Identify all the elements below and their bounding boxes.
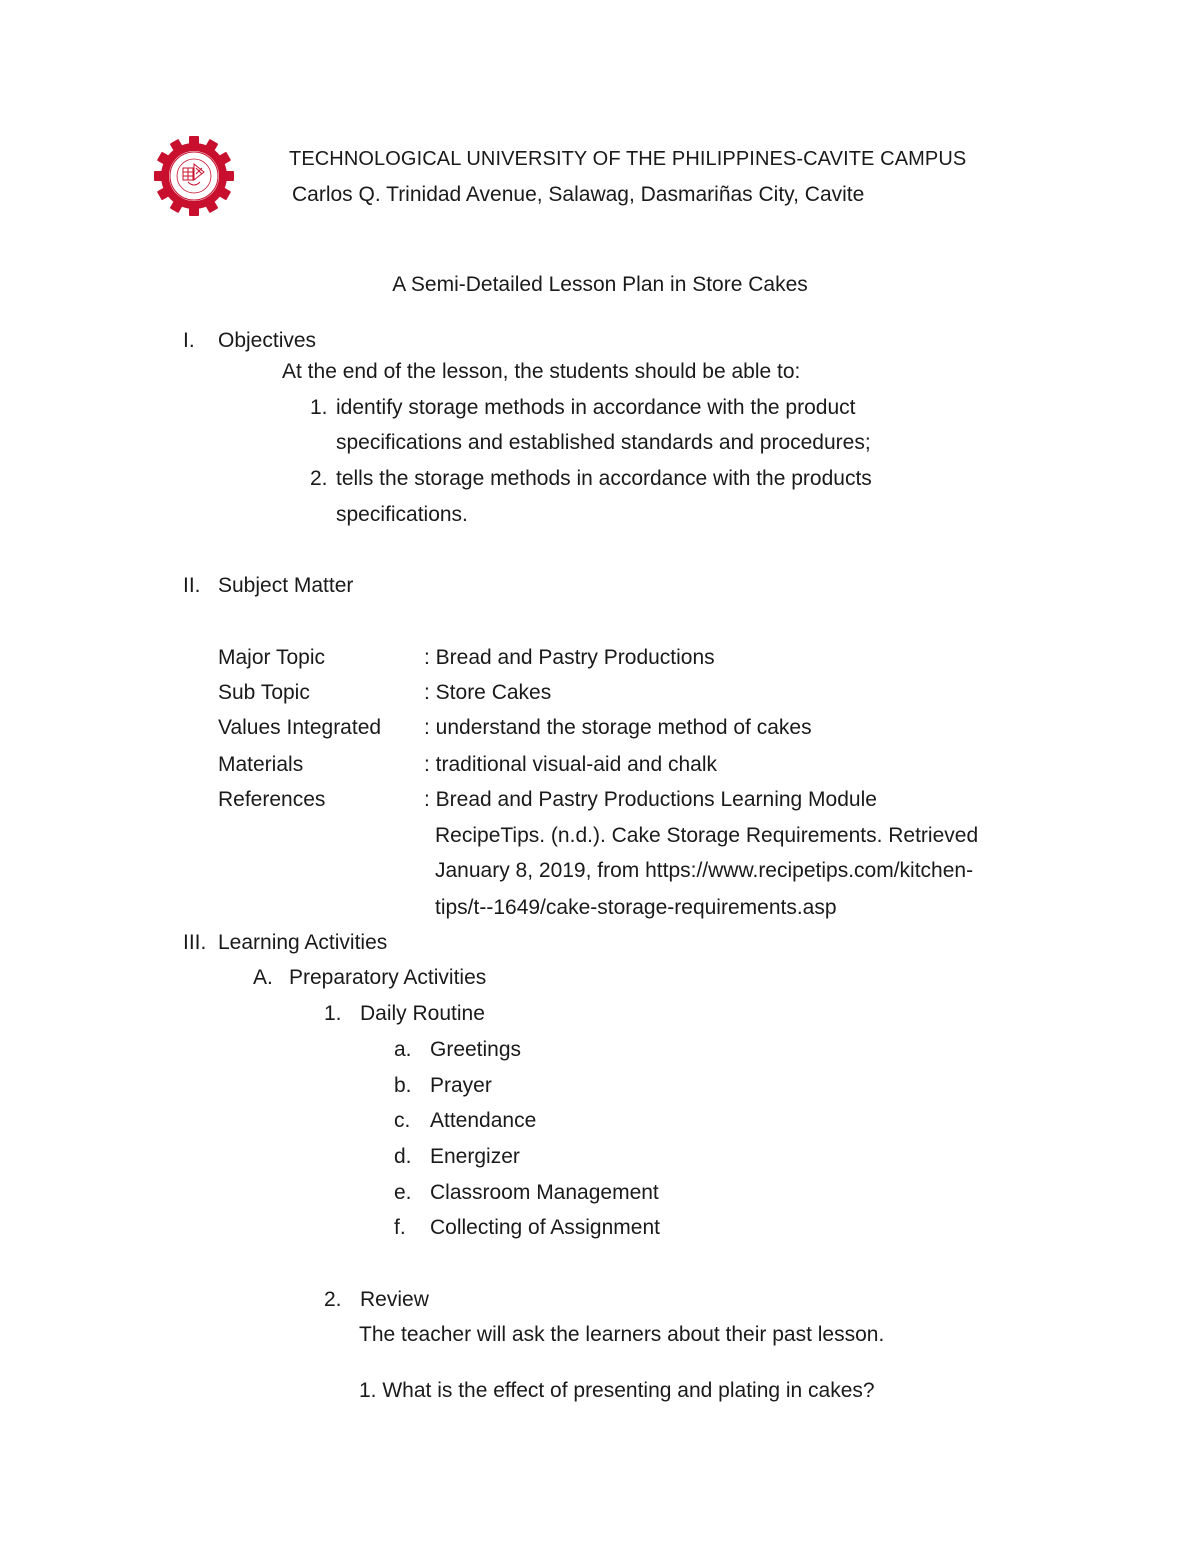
- subject-row-value: : Store Cakes: [424, 681, 552, 704]
- activity-number: 2.: [324, 1288, 342, 1311]
- subsection-heading: Preparatory Activities: [289, 966, 487, 989]
- routine-item: Collecting of Assignment: [430, 1216, 660, 1239]
- routine-item: Attendance: [430, 1109, 537, 1132]
- objective-number: 2.: [310, 467, 328, 490]
- review-question: 1. What is the effect of presenting and plating in cakes?: [359, 1379, 875, 1402]
- reference-line: January 8, 2019, from https://www.recipetips.com/kitchen-: [435, 859, 974, 882]
- subject-row-label: Sub Topic: [218, 681, 310, 704]
- routine-item: Greetings: [430, 1038, 522, 1061]
- objective-line: identify storage methods in accordance with the product: [336, 396, 856, 419]
- objective-line: specifications.: [336, 503, 468, 526]
- section-heading-subject-matter: Subject Matter: [218, 574, 354, 597]
- subject-row-label: Values Integrated: [218, 716, 382, 739]
- document-title: A Semi-Detailed Lesson Plan in Store Cakes: [392, 273, 808, 296]
- objective-line: specifications and established standards and procedures;: [336, 431, 871, 454]
- section-numeral-learning-activities: III.: [183, 931, 207, 954]
- routine-item: Prayer: [430, 1074, 492, 1097]
- subsection-letter: A.: [253, 966, 273, 989]
- subject-row-value: : Bread and Pastry Productions Learning Module: [424, 788, 877, 811]
- section-heading-objectives: Objectives: [218, 329, 317, 352]
- reference-line: RecipeTips. (n.d.). Cake Storage Requirements. Retrieved: [435, 824, 979, 847]
- activity-number: 1.: [324, 1002, 342, 1025]
- subject-row-value: : Bread and Pastry Productions: [424, 646, 715, 669]
- reference-line: tips/t--1649/cake-storage-requirements.asp: [435, 896, 837, 919]
- institution-name: TECHNOLOGICAL UNIVERSITY OF THE PHILIPPINES-CAVITE CAMPUS: [289, 148, 967, 170]
- routine-item: Classroom Management: [430, 1181, 659, 1204]
- routine-item: Energizer: [430, 1145, 520, 1168]
- objective-line: tells the storage methods in accordance with the products: [336, 467, 872, 490]
- section-numeral-objectives: I.: [183, 329, 195, 352]
- routine-letter: b.: [394, 1074, 412, 1097]
- activity-heading-daily-routine: Daily Routine: [360, 1002, 485, 1025]
- section-numeral-subject-matter: II.: [183, 574, 201, 597]
- institution-address: Carlos Q. Trinidad Avenue, Salawag, Dasmariñas City, Cavite: [292, 183, 865, 206]
- objectives-intro: At the end of the lesson, the students should be able to:: [282, 360, 801, 383]
- routine-letter: d.: [394, 1145, 412, 1168]
- review-text: The teacher will ask the learners about their past lesson.: [359, 1323, 885, 1346]
- routine-letter: e.: [394, 1181, 412, 1204]
- activity-heading-review: Review: [360, 1288, 429, 1311]
- subject-row-label: Materials: [218, 753, 304, 776]
- routine-letter: a.: [394, 1038, 412, 1061]
- section-heading-learning-activities: Learning Activities: [218, 931, 388, 954]
- subject-row-label: References: [218, 788, 326, 811]
- subject-row-value: : traditional visual-aid and chalk: [424, 753, 717, 776]
- subject-row-value: : understand the storage method of cakes: [424, 716, 812, 739]
- university-seal-logo: [152, 134, 236, 218]
- subject-row-label: Major Topic: [218, 646, 325, 669]
- routine-letter: c.: [394, 1109, 411, 1132]
- routine-letter: f.: [394, 1216, 406, 1239]
- gear-seal-icon: [152, 134, 236, 218]
- objective-number: 1.: [310, 396, 328, 419]
